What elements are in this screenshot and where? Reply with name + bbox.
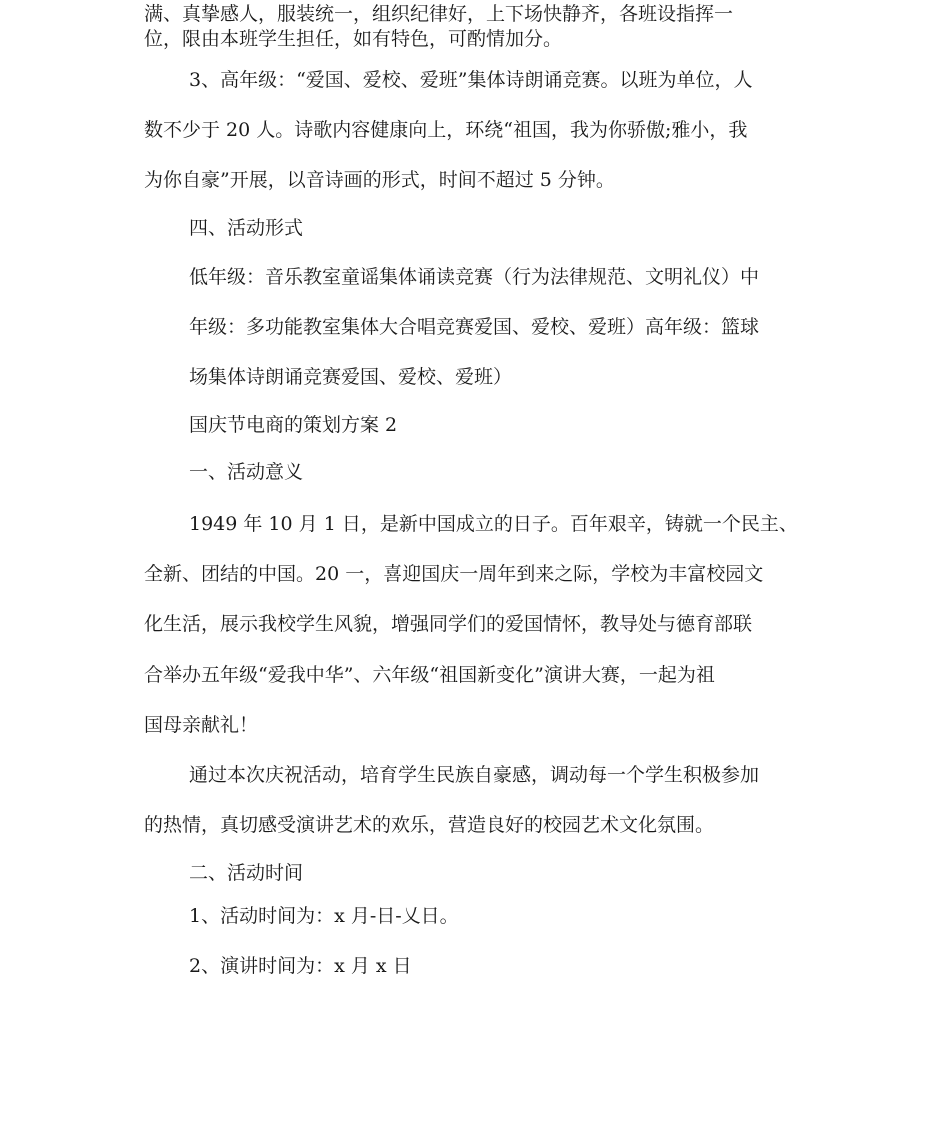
- text-line: 通过本次庆祝活动，培育学生民族自豪感，调动每一个学生积极参加: [189, 764, 760, 786]
- text-line: 位，限由本班学生担任，如有特色，可酌情加分。: [144, 28, 563, 50]
- text-line: 全新、团结的中国。20 一，喜迎国庆一周年到来之际，学校为丰富校园文: [144, 563, 764, 585]
- text-line: 国母亲献礼！: [144, 714, 259, 736]
- section-heading: 一、活动意义: [189, 461, 304, 483]
- text-line: 满、真挚感人，服装统一，组织纪律好，上下场快静齐，各班设指挥一: [144, 3, 734, 25]
- text-line: 1949 年 10 月 1 日，是新中国成立的日子。百年艰辛，铸就一个民主、: [189, 513, 798, 535]
- text-line: 2、演讲时间为：x 月 x 日: [189, 955, 412, 977]
- text-line: 3、高年级：“爱国、爱校、爱班”集体诗朗诵竞赛。以班为单位，人: [189, 69, 753, 91]
- text-line: 1、活动时间为：x 月-日-乂日。: [189, 905, 459, 927]
- text-line: 场集体诗朗诵竞赛爱国、爱校、爱班）: [189, 366, 513, 388]
- text-line: 年级：多功能教室集体大合唱竞赛爱国、爱校、爱班）高年级：篮球: [189, 316, 760, 338]
- text-line: 为你自豪”开展，以音诗画的形式，时间不超过 5 分钟。: [144, 169, 615, 191]
- section-heading: 二、活动时间: [189, 862, 304, 884]
- document-title: 国庆节电商的策划方案 2: [189, 414, 398, 436]
- text-line: 低年级：音乐教室童谣集体诵读竞赛（行为法律规范、文明礼仪）中: [189, 266, 760, 288]
- text-line: 的热情，真切感受演讲艺术的欢乐，营造良好的校园艺术文化氛围。: [144, 814, 715, 836]
- section-heading: 四、活动形式: [189, 217, 304, 239]
- text-line: 数不少于 20 人。诗歌内容健康向上，环绕“祖国，我为你骄傲;雅小，我: [144, 119, 748, 141]
- text-line: 化生活，展示我校学生风貌，增强同学们的爱国情怀，教导处与德育部联: [144, 613, 753, 635]
- text-line: 合举办五年级“爱我中华”、六年级“祖国新变化”演讲大赛，一起为祖: [144, 664, 715, 686]
